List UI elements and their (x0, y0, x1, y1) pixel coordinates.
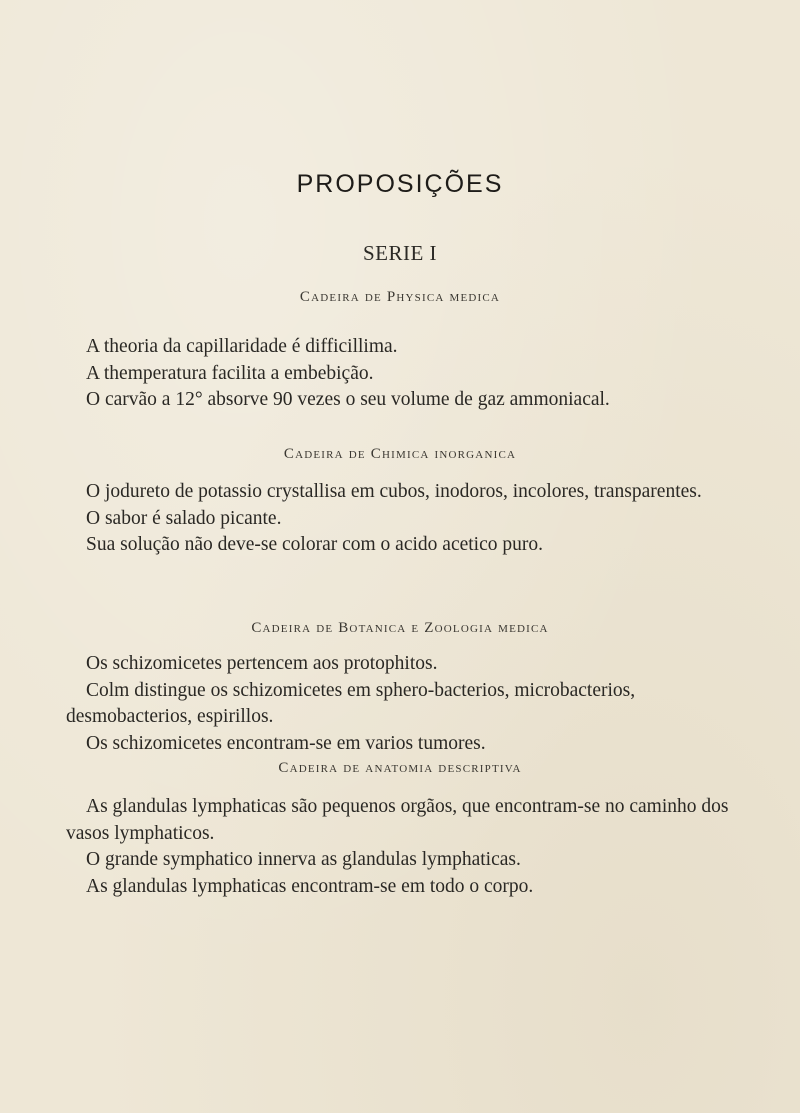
paragraph: Sua solução não deve-se colorar com o acido acetico puro. (86, 534, 543, 555)
paragraph: A themperatura facilita a embebição. (86, 362, 374, 384)
section-heading-physica: Cadeira de Physica medica (299, 289, 501, 305)
paragraph: As glandulas lymphaticas encontram-se em todo o corpo. (86, 875, 534, 897)
section-body-chimica (66, 479, 734, 559)
section-body-anatomia (66, 794, 734, 900)
paragraph: O sabor é salado picante. (86, 507, 282, 529)
paragraph: Colm distingue os schizomicetes em sphero-bacterios, microbacterios, desmobacterios, espirillos. (66, 679, 636, 727)
section-heading-botanica: Cadeira de Botanica e Zoologia medica (251, 620, 549, 636)
section-heading-anatomia: Cadeira de anatomia descriptiva (278, 760, 522, 776)
paragraph: As glandulas lymphaticas são pequenos orgãos, que encontram-se no caminho dos vasos lymphaticos. (66, 796, 729, 844)
serie-heading: SERIE I (362, 241, 438, 265)
section-heading-chimica: Cadeira de Chimica inorganica (283, 446, 517, 462)
section-body-botanica (66, 651, 734, 757)
paragraph: Os schizomicetes pertencem aos protophitos. (86, 653, 438, 674)
paragraph: O jodureto de potassio crystallisa em cubos, inodoros, incolores, transparentes. (86, 481, 702, 502)
paragraph: O grande symphatico innerva as glandulas lymphaticas. (86, 849, 521, 870)
paragraph: Os schizomicetes encontram-se em varios tumores. (86, 732, 486, 754)
paragraph: A theoria da capillaridade é difficillima. (86, 336, 398, 357)
paragraph: O carvão a 12° absorve 90 vezes o seu volume de gaz ammoniacal. (86, 389, 610, 410)
section-body-physica (66, 334, 734, 414)
page-title: PROPOSIÇÕES (296, 170, 504, 198)
